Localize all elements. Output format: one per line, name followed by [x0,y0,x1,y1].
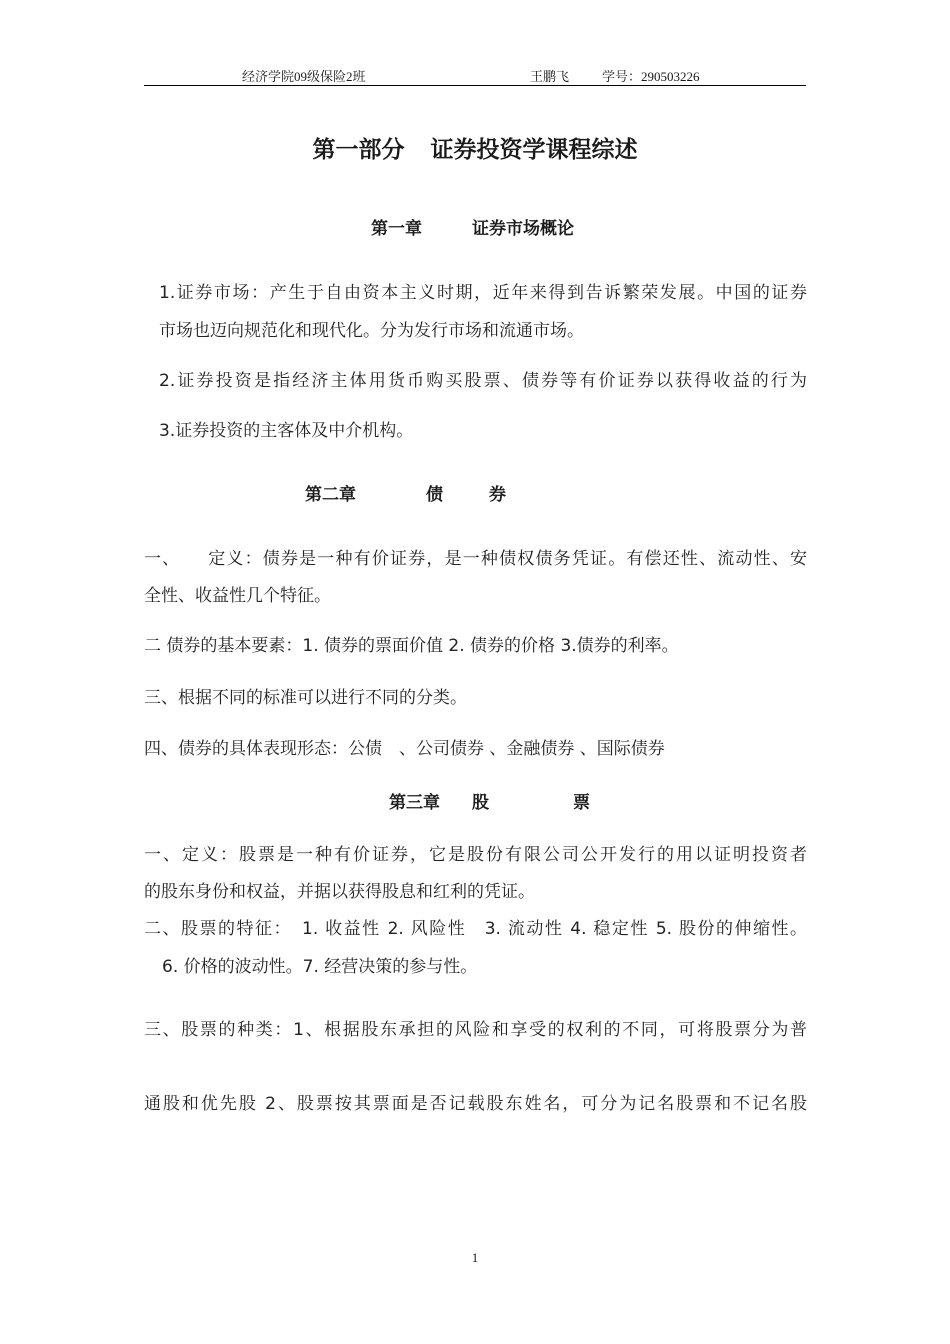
header-class-info: 经济学院09级保险2班 [242,69,366,84]
chapter1-label: 第一章 [371,219,422,239]
header-rule [144,85,806,86]
chapter1-item-1-line-2: 市场也迈向规范化和现代化。分为发行市场和流通市场。 [159,321,584,341]
chapter3-features-line-1: 二、股票的特征： 1. 收益性 2. 风险性 3. 流动性 4. 稳定性 5. 股份的伸缩性。 [144,919,807,939]
chapter3-types-line-2: 通股和优先股 2、股票按其票面是否记载股东姓名，可分为记名股票和不记名股 [144,1094,807,1114]
title-subject: 证券投资学课程综述 [430,136,638,163]
chapter2-elements: 二 债券的基本要素：1. 债券的票面价值 2. 债券的价格 3.债券的利率。 [144,636,679,656]
chapter3-definition-line-2: 的股东身份和权益，并据以获得股息和红利的凭证。 [144,882,535,902]
chapter1-item-2: 2.证券投资是指经济主体用货币购买股票、债券等有价证券以获得收益的行为 [159,371,807,391]
chapter2-definition-line-1: 一、 定义：债券是一种有价证券，是一种债权债务凭证。有偿还性、流动性、安 [144,549,807,569]
chapter3-features-line-2: 6. 价格的波动性。7. 经营决策的参与性。 [162,957,478,977]
chapter1-name: 证券市场概论 [472,219,574,239]
chapter2-forms: 四、债券的具体表现形态：公债 、公司债券 、金融债券 、国际债券 [144,739,665,759]
chapter3-name-char-1: 股 [472,793,489,813]
chapter3-name-char-2: 票 [573,793,590,813]
chapter2-classification: 三、根据不同的标准可以进行不同的分类。 [144,688,467,708]
chapter2-label: 第二章 [305,485,356,505]
header-author-name: 王鹏飞 [530,69,570,84]
chapter3-label: 第三章 [389,793,440,813]
chapter3-types-line-1: 三、股票的种类：1、根据股东承担的风险和享受的权利的不同，可将股票分为普 [144,1020,807,1040]
chapter2-definition-line-2: 全性、收益性几个特征。 [144,586,331,606]
chapter1-item-3: 3.证券投资的主客体及中介机构。 [159,421,414,441]
page-number: 1 [471,1250,479,1265]
chapter2-name-char-1: 债 [426,485,443,505]
header-student-id: 学号：290503226 [602,69,700,84]
title-part: 第一部分 [312,136,405,163]
page-title [0,131,950,164]
chapter2-name-char-2: 券 [489,485,506,505]
chapter3-definition-line-1: 一、定义：股票是一种有价证券，它是股份有限公司公开发行的用以证明投资者 [144,845,807,865]
chapter1-item-1-line-1: 1.证券市场：产生于自由资本主义时期，近年来得到告诉繁荣发展。中国的证券 [159,283,807,303]
